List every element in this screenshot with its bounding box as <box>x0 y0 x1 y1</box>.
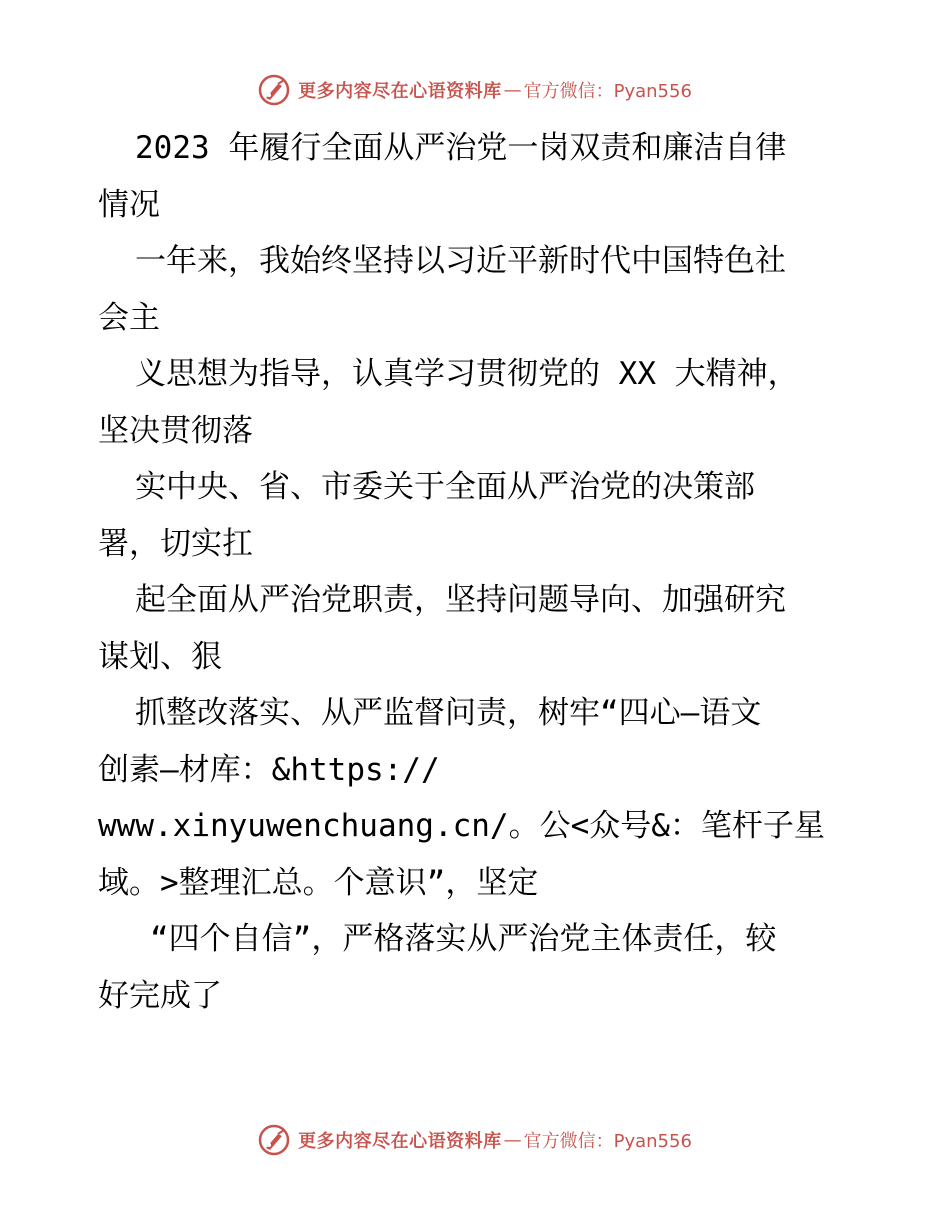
doc-line: 实中央、省、市委关于全面从严治党的决策部 <box>135 469 755 505</box>
quill-logo-icon <box>258 1124 290 1156</box>
doc-line: 义思想为指导，认真学习贯彻党的 XX 大精神， <box>135 356 799 392</box>
doc-line: 情况 <box>98 186 160 223</box>
doc-line: 抓整改落实、从严监督问责，树牢“四心—语文 <box>135 695 762 731</box>
footer-banner <box>0 1120 950 1160</box>
doc-line: 会主 <box>98 299 160 336</box>
quill-logo-icon <box>258 74 290 106</box>
doc-line: “四个自信”，严格落实从严治党主体责任，较 <box>150 921 777 957</box>
doc-line: 起全面从严治党职责，坚持问题导向、加强研究 <box>135 582 786 618</box>
doc-line: 坚决贯彻落 <box>98 412 253 449</box>
banner-contact: 官方微信：Pyan556 <box>523 1131 692 1152</box>
doc-line: 署，切实扛 <box>98 525 253 562</box>
banner-separator: — <box>503 1129 522 1151</box>
header-banner <box>0 70 950 110</box>
doc-line: 好完成了 <box>98 977 222 1014</box>
doc-line: www.xinyuwenchuang.cn/。公<众号&：笔杆子星 <box>98 808 825 844</box>
doc-line: 域。>整理汇总。个意识”，坚定 <box>98 864 539 901</box>
banner-separator: — <box>503 79 522 101</box>
doc-line: 创素—材库：&https:// <box>98 751 440 788</box>
doc-line: 谋划、狠 <box>98 638 222 675</box>
document-body <box>98 120 858 1024</box>
doc-line: 一年来，我始终坚持以习近平新时代中国特色社 <box>135 243 786 279</box>
banner-contact: 官方微信：Pyan556 <box>523 81 692 102</box>
doc-line: 2023 年履行全面从严治党一岗双责和廉洁自律 <box>135 130 787 166</box>
banner-brand: 更多内容尽在心语资料库 <box>298 81 502 102</box>
banner-brand: 更多内容尽在心语资料库 <box>298 1131 502 1152</box>
